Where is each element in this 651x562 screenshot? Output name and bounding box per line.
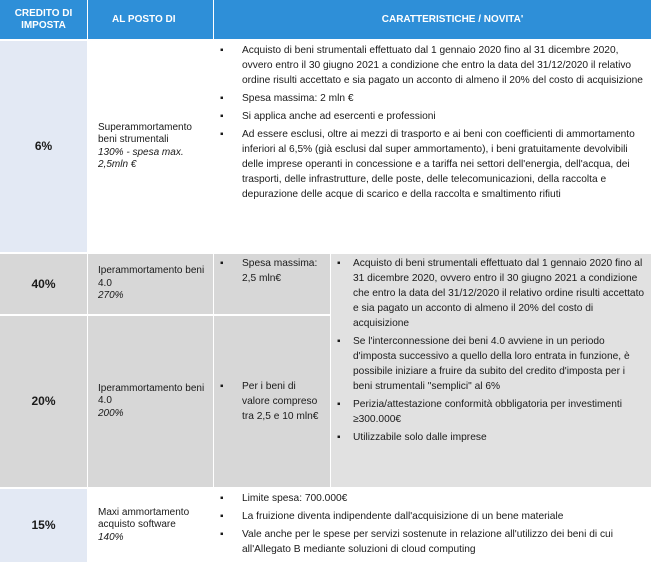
list-item: ▪ Utilizzabile solo dalle imprese (331, 430, 645, 445)
list-item: ▪ Ad essere esclusi, oltre ai mezzi di trasporto e ai beni con coefficienti di ammortamento inferiori al 6,5% (già esclusi dal super ammortamento), i beni gratuitamente devolvibili delle imprese operanti in concessione e a tariffa nei settori dell'energia, dell'acqua, dei trasporti, delle infrastrutture, delle poste, delle telecomunicazioni, della raccolta e depurazione delle acque di scarico e della raccolta e smaltimento rifiuti (214, 127, 645, 202)
row-15-tool-sub: 140% (98, 531, 124, 543)
list-item: ▪ La fruizione diventa indipendente dall'acquisizione di un bene materiale (214, 509, 645, 524)
row-20-tool-sub: 200% (98, 407, 124, 419)
list-item: ▪ Spesa massima: 2 mln € (214, 91, 645, 106)
row-40-tool (88, 254, 213, 314)
row-20-pct: 20% (0, 316, 87, 487)
list-item: ▪ Per i beni di valore compreso tra 2,5 e 10 mln€ (214, 379, 326, 424)
list-item: ▪ Limite spesa: 700.000€ (214, 491, 645, 506)
list-item: ▪ Acquisto di beni strumentali effettuato dal 1 gennaio 2020 fino al 31 dicembre 2020, ovvero entro il 30 giugno 2021 a condizione che entro la data del 31/12/2020 il relativo ordine risulti accettato e sia pagato un acconto di almeno il 20% del costo di acquisizione (331, 256, 645, 331)
header-credit: CREDITO DI IMPOSTA (0, 0, 87, 39)
row-6-tool-name: Superammortamento beni strumentali (98, 121, 192, 145)
list-item: ▪ Acquisto di beni strumentali effettuato dal 1 gennaio 2020 fino al 31 dicembre 2020, ovvero entro il 30 giugno 2021 a condizione che entro la data del 31/12/2020 il relativo ordine risulti accettato e sia pagato un acconto di almeno il 20% del costo di acquisizione (214, 43, 645, 88)
list-item: ▪ Spesa massima: 2,5 mln€ (214, 256, 326, 286)
row-20-tool (88, 316, 213, 487)
row-15-tool-name: Maxi ammortamento acquisto software (98, 506, 190, 531)
row-6-features (214, 41, 651, 252)
row-15-tool (88, 489, 213, 562)
row-15-features (214, 489, 651, 562)
list-item: ▪ Si applica anche ad esercenti e professioni (214, 109, 645, 124)
list-item: ▪ Perizia/attestazione conformità obbligatoria per investimenti ≥300.000€ (331, 397, 645, 427)
list-item: ▪ Vale anche per le spese per servizi sostenute in relazione all'utilizzo dei beni di cui all'Allegato B mediante soluzioni di cloud computing (214, 527, 645, 557)
row-6-pct: 6% (0, 41, 87, 252)
row-6-tool (88, 41, 213, 252)
row-15-pct: 15% (0, 489, 87, 562)
list-item: ▪ Se l'interconnessione dei beni 4.0 avviene in un periodo d'imposta successivo a quello della loro entrata in funzione, è possibile iniziare a fruire da subito del credito d'imposta per i beni strumentali "semplici" al 6% (331, 334, 645, 394)
row-20-tool-name: Iperammortamento beni 4.0 (98, 382, 205, 407)
row-40-pct: 40% (0, 254, 87, 314)
row-40-spesa (214, 254, 330, 314)
row-20-spesa (214, 316, 330, 487)
header-features: CARATTERISTICHE / NOVITA' (214, 0, 651, 39)
row-6-tool-sub: 130% - spesa max. 2,5mln € (98, 146, 184, 170)
row-40-tool-name: Iperammortamento beni 4.0 (98, 265, 205, 289)
shared-features (331, 254, 651, 487)
header-instead-of: AL POSTO DI (88, 0, 213, 39)
row-40-tool-sub: 270% (98, 290, 124, 302)
